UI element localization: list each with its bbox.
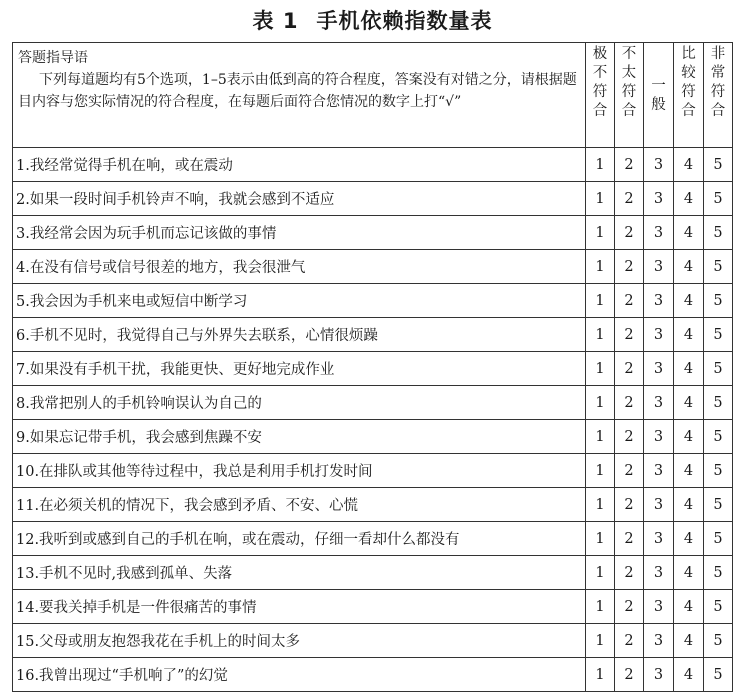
scale-option-3[interactable]: 3	[644, 522, 674, 556]
scale-option-4[interactable]: 4	[674, 182, 704, 216]
guide-text: 下列每道题均有5个选项，1–5表示由低到高的符合程度，答案没有对错之分，请根据题目内容与您实际情况的符合程度，在每题后面符合您情况的数字上打“√”	[18, 72, 577, 110]
table-row	[13, 522, 733, 556]
scale-option-2[interactable]: 2	[615, 522, 644, 556]
option-header-2: 不 太 符 合	[615, 43, 644, 148]
scale-option-2[interactable]: 2	[615, 148, 644, 182]
item-text: 12.我听到或感到自己的手机在响，或在震动，仔细一看却什么都没有	[13, 522, 586, 556]
scale-option-3[interactable]: 3	[644, 488, 674, 522]
table-row	[13, 148, 733, 182]
scale-option-1[interactable]: 1	[586, 250, 615, 284]
table-title-text: 手机依赖指数量表	[316, 9, 493, 33]
scale-option-1[interactable]: 1	[586, 522, 615, 556]
scale-option-3[interactable]: 3	[644, 590, 674, 624]
item-text: 7.如果没有手机干扰，我能更快、更好地完成作业	[13, 352, 586, 386]
table-title	[0, 6, 745, 36]
scale-option-5[interactable]: 5	[704, 318, 733, 352]
scale-option-1[interactable]: 1	[586, 352, 615, 386]
scale-option-2[interactable]: 2	[615, 658, 644, 692]
scale-option-4[interactable]: 4	[674, 386, 704, 420]
scale-option-4[interactable]: 4	[674, 658, 704, 692]
item-text: 11.在必须关机的情况下，我会感到矛盾、不安、心慌	[13, 488, 586, 522]
scale-option-2[interactable]: 2	[615, 488, 644, 522]
scale-option-5[interactable]: 5	[704, 488, 733, 522]
table-row	[13, 318, 733, 352]
scale-option-5[interactable]: 5	[704, 250, 733, 284]
scale-option-5[interactable]: 5	[704, 284, 733, 318]
item-text: 6.手机不见时，我觉得自己与外界失去联系，心情很烦躁	[13, 318, 586, 352]
scale-option-5[interactable]: 5	[704, 352, 733, 386]
scale-option-3[interactable]: 3	[644, 318, 674, 352]
scale-option-1[interactable]: 1	[586, 182, 615, 216]
option-header-3: 一 般	[644, 43, 674, 148]
item-text: 13.手机不见时,我感到孤单、失落	[13, 556, 586, 590]
scale-option-2[interactable]: 2	[615, 352, 644, 386]
scale-option-2[interactable]: 2	[615, 556, 644, 590]
scale-option-4[interactable]: 4	[674, 488, 704, 522]
scale-option-2[interactable]: 2	[615, 216, 644, 250]
item-text: 2.如果一段时间手机铃声不响，我就会感到不适应	[13, 182, 586, 216]
scale-option-5[interactable]: 5	[704, 624, 733, 658]
scale-option-4[interactable]: 4	[674, 556, 704, 590]
table-row	[13, 420, 733, 454]
scale-option-5[interactable]: 5	[704, 148, 733, 182]
item-text: 8.我常把别人的手机铃响误认为自己的	[13, 386, 586, 420]
scale-option-2[interactable]: 2	[615, 420, 644, 454]
scale-option-1[interactable]: 1	[586, 590, 615, 624]
option-header-4: 比 较 符 合	[674, 43, 704, 148]
scale-option-3[interactable]: 3	[644, 182, 674, 216]
scale-option-5[interactable]: 5	[704, 522, 733, 556]
item-text: 5.我会因为手机来电或短信中断学习	[13, 284, 586, 318]
table-row	[13, 284, 733, 318]
scale-option-4[interactable]: 4	[674, 284, 704, 318]
guide-heading: 答题指导语	[18, 50, 88, 66]
scale-option-3[interactable]: 3	[644, 624, 674, 658]
scale-option-2[interactable]: 2	[615, 250, 644, 284]
table-row	[13, 352, 733, 386]
table-row	[13, 250, 733, 284]
scale-option-2[interactable]: 2	[615, 284, 644, 318]
scale-option-4[interactable]: 4	[674, 454, 704, 488]
scale-option-2[interactable]: 2	[615, 454, 644, 488]
table-row	[13, 216, 733, 250]
scale-option-4[interactable]: 4	[674, 148, 704, 182]
scale-option-3[interactable]: 3	[644, 420, 674, 454]
table-row	[13, 658, 733, 692]
item-text: 3.我经常会因为玩手机而忘记该做的事情	[13, 216, 586, 250]
scale-option-1[interactable]: 1	[586, 284, 615, 318]
scale-option-4[interactable]: 4	[674, 590, 704, 624]
table-row	[13, 624, 733, 658]
scale-option-1[interactable]: 1	[586, 658, 615, 692]
dependence-scale-table	[12, 42, 733, 692]
table-row	[13, 182, 733, 216]
scale-option-1[interactable]: 1	[586, 420, 615, 454]
scale-option-1[interactable]: 1	[586, 148, 615, 182]
table-row	[13, 454, 733, 488]
scale-option-2[interactable]: 2	[615, 590, 644, 624]
scale-option-1[interactable]: 1	[586, 556, 615, 590]
scale-option-5[interactable]: 5	[704, 386, 733, 420]
scale-option-4[interactable]: 4	[674, 216, 704, 250]
scale-option-5[interactable]: 5	[704, 420, 733, 454]
scale-option-3[interactable]: 3	[644, 454, 674, 488]
guide-cell	[13, 43, 586, 148]
option-header-1: 极 不 符 合	[586, 43, 615, 148]
scale-option-3[interactable]: 3	[644, 386, 674, 420]
scale-option-3[interactable]: 3	[644, 352, 674, 386]
item-text: 4.在没有信号或信号很差的地方，我会很泄气	[13, 250, 586, 284]
scale-option-2[interactable]: 2	[615, 386, 644, 420]
header-row	[13, 43, 733, 148]
scale-option-2[interactable]: 2	[615, 624, 644, 658]
scale-option-5[interactable]: 5	[704, 658, 733, 692]
scale-option-4[interactable]: 4	[674, 318, 704, 352]
scale-option-3[interactable]: 3	[644, 250, 674, 284]
option-header-5: 非 常 符 合	[704, 43, 733, 148]
item-text: 10.在排队或其他等待过程中，我总是利用手机打发时间	[13, 454, 586, 488]
scale-option-4[interactable]: 4	[674, 624, 704, 658]
scale-option-5[interactable]: 5	[704, 182, 733, 216]
item-text: 15.父母或朋友抱怨我花在手机上的时间太多	[13, 624, 586, 658]
scale-option-4[interactable]: 4	[674, 522, 704, 556]
table-row	[13, 488, 733, 522]
scale-option-2[interactable]: 2	[615, 318, 644, 352]
table-row	[13, 590, 733, 624]
scale-option-3[interactable]: 3	[644, 284, 674, 318]
scale-option-5[interactable]: 5	[704, 590, 733, 624]
item-text: 9.如果忘记带手机，我会感到焦躁不安	[13, 420, 586, 454]
scale-option-3[interactable]: 3	[644, 216, 674, 250]
scale-option-5[interactable]: 5	[704, 454, 733, 488]
item-text: 1.我经常觉得手机在响，或在震动	[13, 148, 586, 182]
table-number: 表 1	[252, 9, 299, 33]
scale-option-2[interactable]: 2	[615, 182, 644, 216]
scale-option-1[interactable]: 1	[586, 216, 615, 250]
scale-option-4[interactable]: 4	[674, 250, 704, 284]
table-row	[13, 386, 733, 420]
scale-option-5[interactable]: 5	[704, 216, 733, 250]
scale-option-3[interactable]: 3	[644, 148, 674, 182]
item-text: 14.要我关掉手机是一件很痛苦的事情	[13, 590, 586, 624]
scale-option-1[interactable]: 1	[586, 488, 615, 522]
scale-option-4[interactable]: 4	[674, 420, 704, 454]
scale-option-3[interactable]: 3	[644, 556, 674, 590]
scale-option-1[interactable]: 1	[586, 454, 615, 488]
scale-option-1[interactable]: 1	[586, 624, 615, 658]
table-row	[13, 556, 733, 590]
item-text: 16.我曾出现过“手机响了”的幻觉	[13, 658, 586, 692]
scale-option-5[interactable]: 5	[704, 556, 733, 590]
scale-option-1[interactable]: 1	[586, 386, 615, 420]
scale-option-1[interactable]: 1	[586, 318, 615, 352]
scale-option-3[interactable]: 3	[644, 658, 674, 692]
scale-option-4[interactable]: 4	[674, 352, 704, 386]
